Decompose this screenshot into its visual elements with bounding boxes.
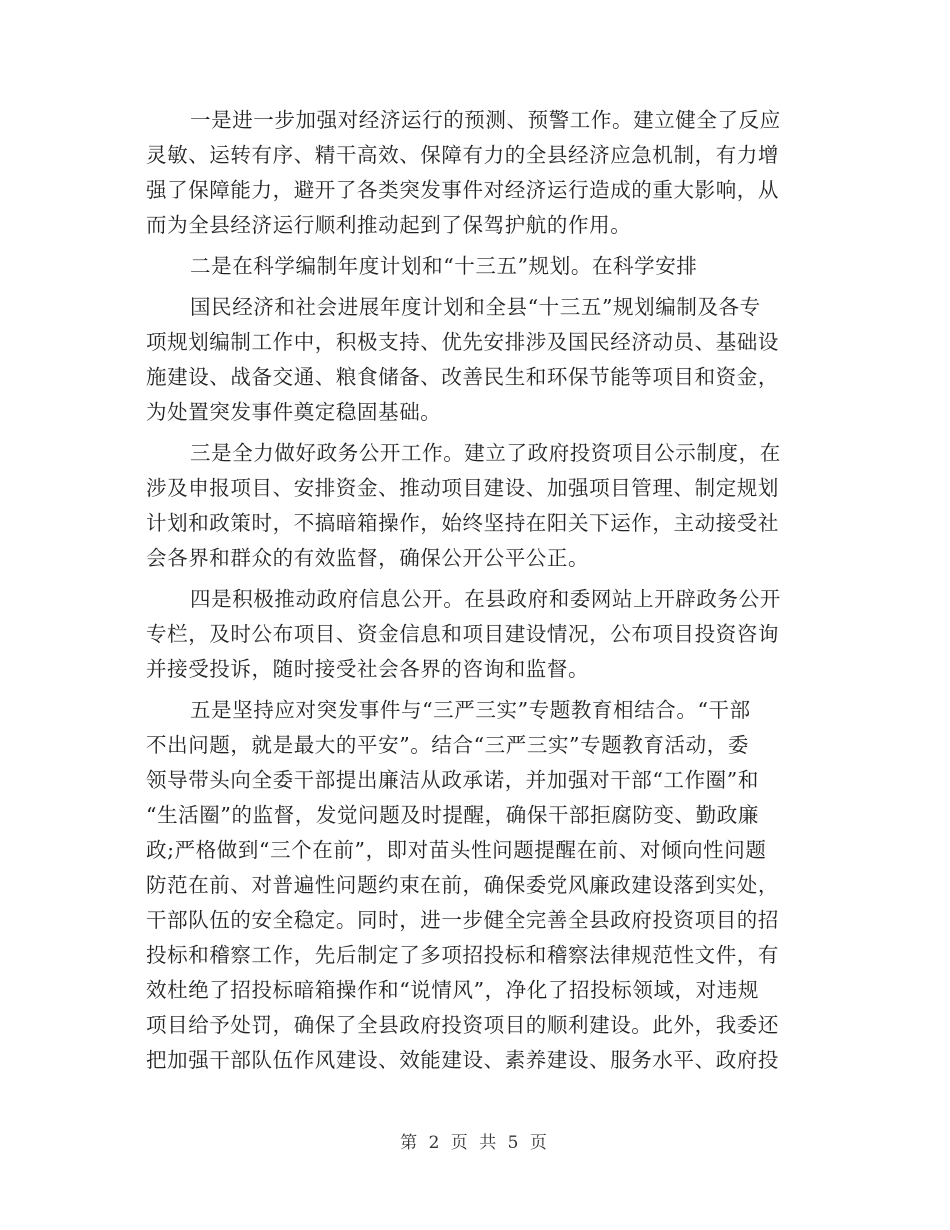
paragraph-6 [146, 693, 806, 1078]
text-line: 会各界和群众的有效监督，确保公开公平公正。 [146, 546, 590, 570]
text-line: 并接受投诉，随时接受社会各界的咨询和监督。 [146, 657, 590, 681]
text-line: 一是进一步加强对经济运行的预测、预警工作。建立健全了反应 [190, 108, 781, 132]
paragraph-4 [146, 436, 806, 576]
text-line: 灵敏、运转有序、精干高效、保障有力的全县经济应急机制，有力增 [146, 143, 779, 167]
text-line: 强了保障能力，避开了各类突发事件对经济运行造成的重大影响，从 [146, 178, 779, 202]
text-line: 施建设、战备交通、粮食储备、改善民生和环保节能等项目和资金， [146, 365, 779, 389]
text-line: 防范在前、对普遍性问题约束在前，确保委党风廉政建设落到实处， [146, 873, 779, 897]
text-line: 不出问题，就是最大的平安”。结合“三严三实”专题教育活动，委 [146, 733, 749, 757]
text-line: 项规划编制工作中，积极支持、优先安排涉及国民经济动员、基础设 [146, 330, 779, 354]
text-line: 计划和政策时，不搞暗箱操作，始终坚持在阳关下运作，主动接受社 [146, 511, 779, 535]
text-line: 为处置突发事件奠定稳固基础。 [146, 400, 442, 424]
text-line: 二是在科学编制年度计划和“十三五”规划。在科学安排 [190, 254, 698, 278]
paragraph-1 [146, 103, 806, 243]
text-line: 投标和稽察工作，先后制定了多项招投标和稽察法律规范性文件，有 [146, 943, 779, 967]
text-line: 领导带头向全委干部提出廉洁从政承诺，并加强对干部“工作圈”和 [146, 768, 759, 792]
text-line: 政;严格做到“三个在前”，即对苗头性问题提醒在前、对倾向性问题 [146, 838, 767, 862]
page-footer: 第 2 页 共 5 页 [400, 1133, 550, 1153]
paragraph-3 [146, 290, 806, 430]
text-line: 干部队伍的安全稳定。同时，进一步健全完善全县政府投资项目的招 [146, 908, 779, 932]
text-line: “生活圈”的监督，发觉问题及时提醒，确保干部拒腐防变、勤政廉 [146, 803, 759, 827]
text-line: 项目给予处罚，确保了全县政府投资项目的顺利建设。此外，我委还 [146, 1013, 779, 1037]
text-line: 涉及申报项目、安排资金、推动项目建设、加强项目管理、制定规划 [146, 476, 779, 500]
text-line: 专栏，及时公布项目、资金信息和项目建设情况，公布项目投资咨询 [146, 622, 779, 646]
text-line: 三是全力做好政务公开工作。建立了政府投资项目公示制度，在 [190, 441, 781, 465]
body-text [146, 103, 806, 1078]
paragraph-2 [146, 249, 806, 284]
text-line: 国民经济和社会进展年度计划和全县“十三五”规划编制及各专 [190, 295, 761, 319]
text-line: 四是积极推动政府信息公开。在县政府和委网站上开辟政务公开 [190, 587, 781, 611]
paragraph-5 [146, 582, 806, 687]
text-line: 把加强干部队伍作风建设、效能建设、素养建设、服务水平、政府投 [146, 1048, 779, 1072]
text-line: 五是坚持应对突发事件与“三严三实”专题教育相结合。“干部 [190, 698, 751, 722]
text-line: 效杜绝了招投标暗箱操作和“说情风”，净化了招投标领域，对违规 [146, 978, 759, 1002]
text-line: 而为全县经济运行顺利推动起到了保驾护航的作用。 [146, 213, 632, 237]
